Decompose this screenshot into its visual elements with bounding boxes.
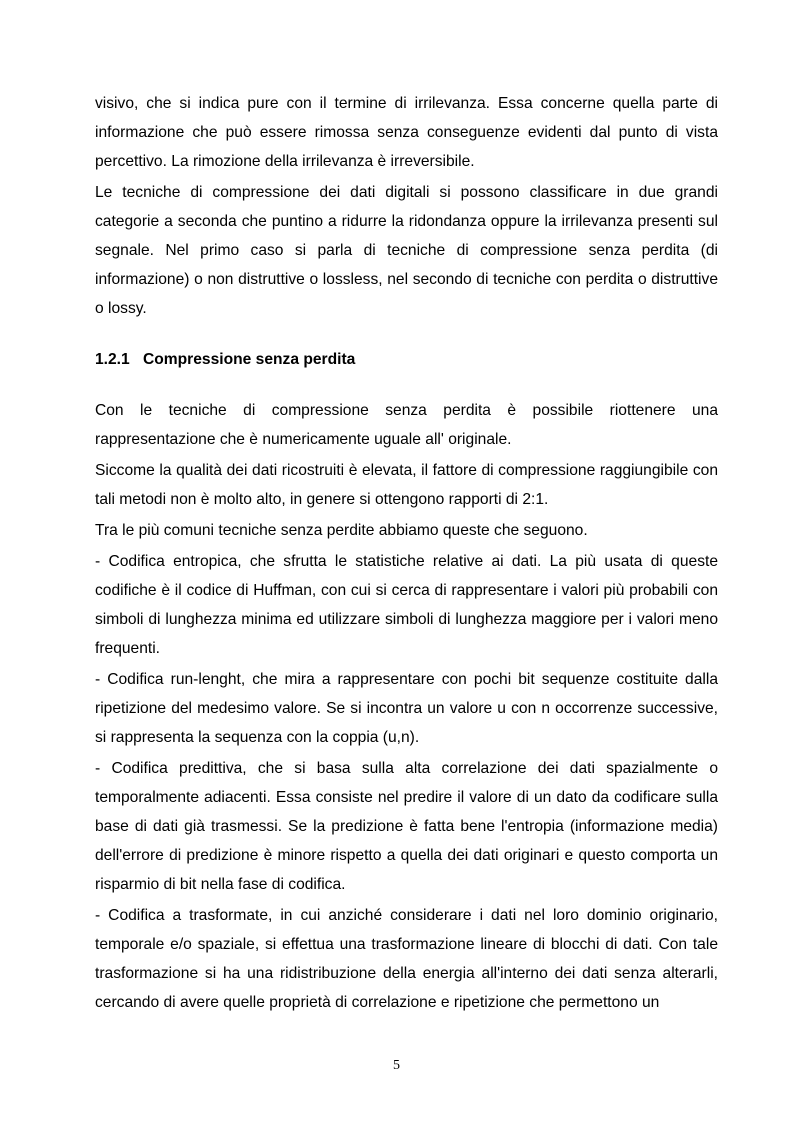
paragraph-codifica-entropica: - Codifica entropica, che sfrutta le statistiche relative ai dati. La più usata di queste codifiche è il codice di Huffman, con cui si cerca di rappresentare i valori più probabili con simboli di lunghezza minima ed utilizzare simboli di lunghezza maggiore per i valori meno frequenti. xyxy=(95,553,718,657)
paragraph-qualita: Siccome la qualità dei dati ricostruiti è elevata, il fattore di compressione raggiungibile con tali metodi non è molto alto, in genere si ottengono rapporti di 2:1. xyxy=(95,462,718,508)
paragraph-codifica-predittiva: - Codifica predittiva, che si basa sulla alta correlazione dei dati spazialmente o temporalmente adiacenti. Essa consiste nel predire il valore di un dato da codificare sulla base di dati già trasmessi. Se la predizione è fatta bene l'entropia (informazione media) dell'errore di predizione è minore rispetto a quella dei dati originari e questo comporta un risparmio di bit nella fase di codifica. xyxy=(95,760,718,893)
paragraph-codifica-trasformate: - Codifica a trasformate, in cui anziché considerare i dati nel loro dominio originario, temporale e/o spaziale, si effettua una trasformazione lineare di blocchi di dati. Con tale trasformazione si ha una ridistribuzione della energia all'interno dei dati senza alterarli, cercando di avere quelle proprietà di correlazione e ripetizione che permettono un xyxy=(95,907,718,1011)
page-body xyxy=(95,89,718,1019)
paragraph-categorie: Le tecniche di compressione dei dati digitali si possono classificare in due grandi categorie a seconda che puntino a ridurre la ridondanza oppure la irrilevanza presenti sul segnale. Nel primo caso si parla di tecniche di compressione senza perdita (di informazione) o non distruttive o lossless, nel secondo di tecniche con perdita o distruttive o lossy. xyxy=(95,184,718,317)
section-heading xyxy=(95,345,718,374)
page-number: 5 xyxy=(393,1058,400,1073)
paragraph-codifica-run-length: - Codifica run-lenght, che mira a rappresentare con pochi bit sequenze costituite dalla ripetizione del medesimo valore. Se si incontra un valore u con n occorrenze successive, si rappresenta la sequenza con la coppia (u,n). xyxy=(95,671,718,746)
paragraph-intro: Con le tecniche di compressione senza perdita è possibile riottenere una rappresentazione che è numericamente uguale all' originale. xyxy=(95,402,718,448)
paragraph-irrilevanza: visivo, che si indica pure con il termine di irrilevanza. Essa concerne quella parte di informazione che può essere rimossa senza conseguenze evidenti dal punto di vista percettivo. La rimozione della irrilevanza è irreversibile. xyxy=(95,95,718,170)
section-title: Compressione senza perdita xyxy=(143,351,356,368)
section-number: 1.2.1 xyxy=(95,351,130,368)
paragraph-tecniche: Tra le più comuni tecniche senza perdite abbiamo queste che seguono. xyxy=(95,522,588,539)
